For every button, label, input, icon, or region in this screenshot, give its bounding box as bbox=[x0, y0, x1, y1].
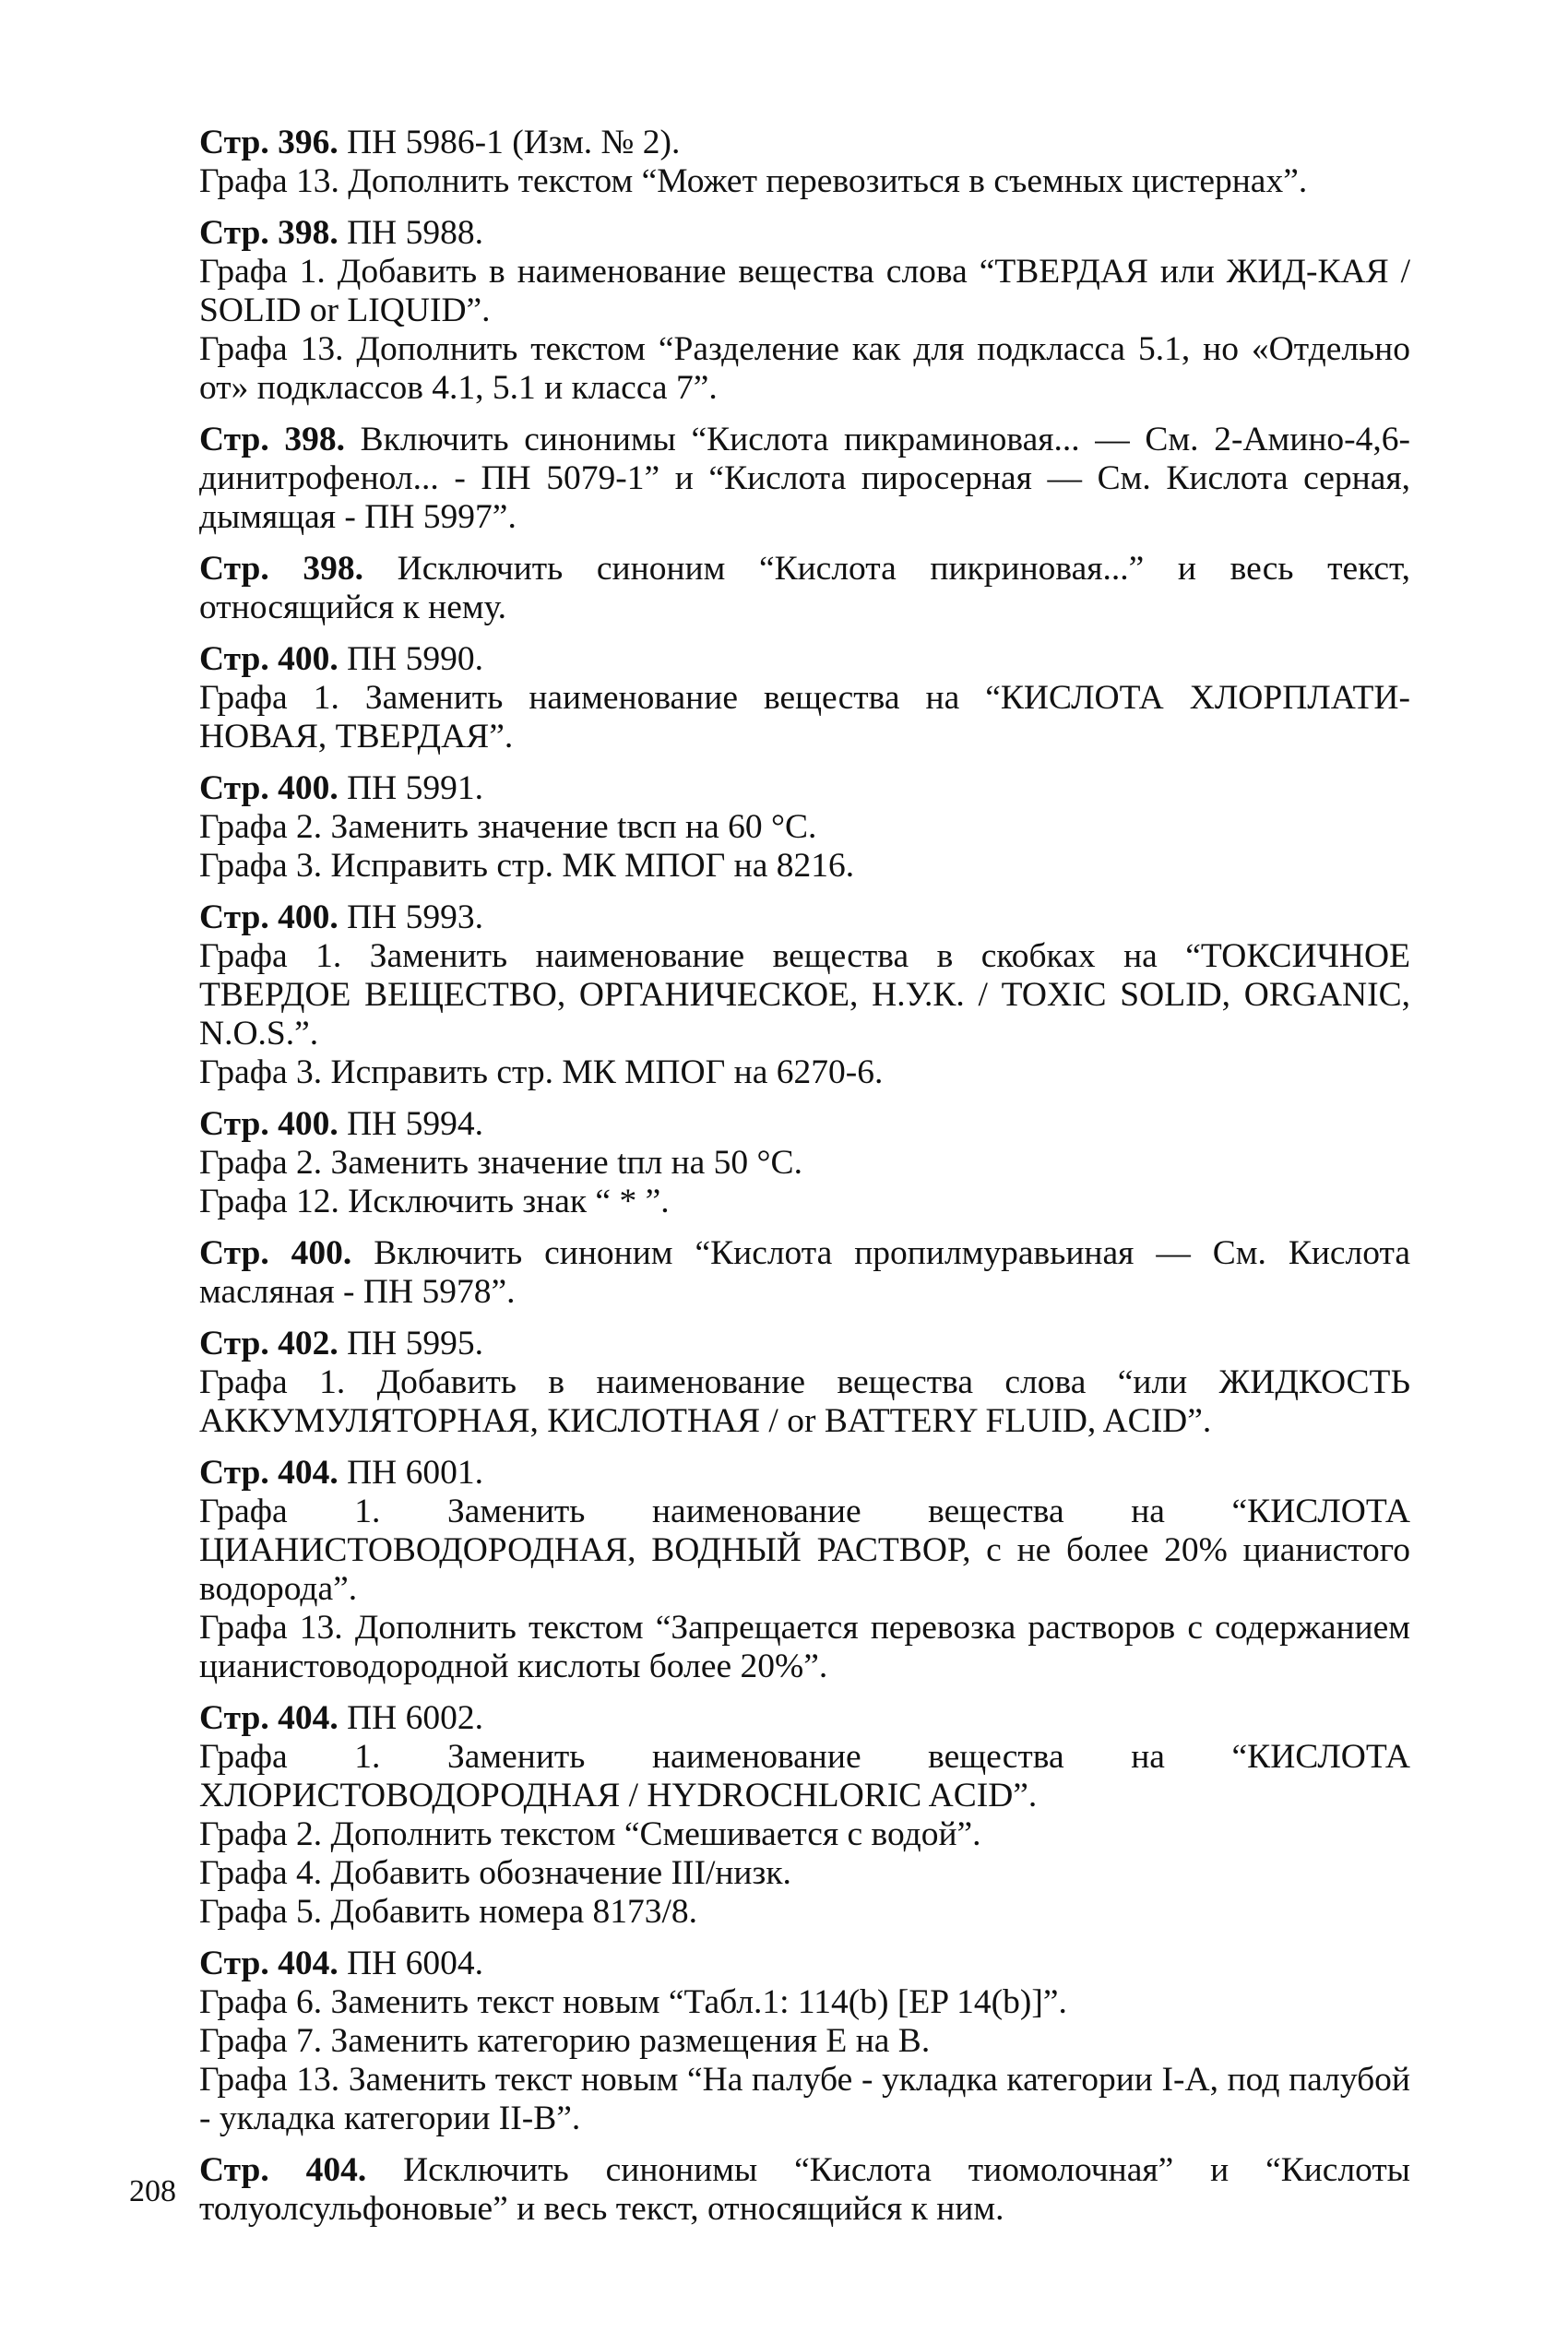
column-instruction: Графа 7. Заменить категорию размещения E на B. bbox=[199, 2022, 931, 2060]
entry-header bbox=[199, 1945, 1410, 1983]
amendment-entry bbox=[199, 1945, 1410, 2138]
amendment-entry bbox=[199, 421, 1410, 537]
column-instruction: Графа 1. Заменить наименование вещества на “КИСЛОТА ХЛОРИСТОВОДОРОДНАЯ / HYDROCHLORIC ACID”. bbox=[199, 1738, 1410, 1814]
document-body bbox=[199, 124, 1410, 2242]
entry-heading-text: ПН 5986-1 (Изм. № 2). bbox=[338, 124, 681, 161]
column-instruction: Графа 4. Добавить обозначение III/низк. bbox=[199, 1854, 791, 1892]
entry-header bbox=[199, 1699, 1410, 1738]
column-instruction: Графа 13. Дополнить текстом “Запрещается перевозка растворов с содержанием цианистоводородной кислоты более 20%”. bbox=[199, 1609, 1410, 1685]
page-reference: Стр. 398. bbox=[199, 214, 339, 252]
entry-heading-text: ПН 6004. bbox=[338, 1945, 483, 1982]
entry-heading-text: Включить синонимы “Кислота пикраминовая... — См. 2-Амино-4,6-динитрофенол... - ПН 5079-1” и “Кислота пиросерная — См. Кислота серная, дымящая - ПН 5997”. bbox=[199, 421, 1410, 536]
amendment-entry bbox=[199, 550, 1410, 627]
entry-heading-text: ПН 6001. bbox=[338, 1454, 483, 1492]
entry-header bbox=[199, 769, 1410, 808]
column-instruction: Графа 3. Исправить стр. МК МПОГ на 8216. bbox=[199, 847, 855, 885]
column-instruction: Графа 1. Заменить наименование вещества на “КИСЛОТА ХЛОРПЛАТИ-НОВАЯ, ТВЕРДАЯ”. bbox=[199, 679, 1410, 756]
column-instruction: Графа 1. Заменить наименование вещества в скобках на “ТОКСИЧНОЕ ТВЕРДОЕ ВЕЩЕСТВО, ОРГАНИЧЕСКОЕ, Н.У.К. / TOXIC SOLID, ORGANIC, N.O.S.”. bbox=[199, 937, 1410, 1053]
amendment-entry bbox=[199, 769, 1410, 886]
page-reference: Стр. 402. bbox=[199, 1325, 339, 1362]
column-instruction: Графа 12. Исключить знак “ * ”. bbox=[199, 1183, 670, 1220]
entry-header bbox=[199, 898, 1410, 937]
entry-heading-text: ПН 5995. bbox=[338, 1325, 483, 1362]
entry-header bbox=[199, 421, 1410, 537]
column-instruction: Графа 2. Заменить значение tпл на 50 °C. bbox=[199, 1144, 802, 1182]
page-reference: Стр. 400. bbox=[199, 1234, 352, 1272]
column-instruction: Графа 2. Дополнить текстом “Смешивается с водой”. bbox=[199, 1815, 981, 1853]
amendment-entry bbox=[199, 1699, 1410, 1932]
column-instruction: Графа 6. Заменить текст новым “Табл.1: 114(b) [EP 14(b)]”. bbox=[199, 1983, 1067, 2021]
entry-header bbox=[199, 214, 1410, 253]
amendment-entry bbox=[199, 124, 1410, 201]
amendment-entry bbox=[199, 1325, 1410, 1441]
amendment-entry bbox=[199, 1454, 1410, 1686]
entry-heading-text: Исключить синонимы “Кислота тиомолочная” и “Кислоты толуолсульфоновые” и весь текст, относящийся к ним. bbox=[199, 2151, 1410, 2228]
entry-heading-text: ПН 5993. bbox=[338, 898, 483, 936]
column-instruction: Графа 13. Заменить текст новым “На палубе - укладка категории I-A, под палубой - укладка категории II-B”. bbox=[199, 2061, 1410, 2137]
entry-heading-text: ПН 5994. bbox=[338, 1105, 483, 1143]
column-instruction: Графа 1. Добавить в наименование вещества слова “или ЖИДКОСТЬ АККУМУЛЯТОРНАЯ, КИСЛОТНАЯ / or BATTERY FLUID, ACID”. bbox=[199, 1363, 1410, 1440]
entry-header bbox=[199, 1105, 1410, 1144]
page-reference: Стр. 400. bbox=[199, 1105, 339, 1143]
entry-heading-text: Исключить синоним “Кислота пикриновая...” и весь текст, относящийся к нему. bbox=[199, 550, 1410, 626]
page-number: 208 bbox=[129, 2174, 176, 2208]
entry-heading-text: ПН 5988. bbox=[338, 214, 483, 252]
entry-header bbox=[199, 1325, 1410, 1363]
entry-header bbox=[199, 124, 1410, 162]
entry-heading-text: Включить синоним “Кислота пропилмуравьиная — См. Кислота масляная - ПН 5978”. bbox=[199, 1234, 1411, 1311]
page-reference: Стр. 400. bbox=[199, 640, 339, 678]
amendment-entry bbox=[199, 214, 1410, 408]
column-instruction: Графа 3. Исправить стр. МК МПОГ на 6270-6. bbox=[199, 1053, 884, 1091]
page-reference: Стр. 400. bbox=[199, 769, 339, 807]
amendment-entry bbox=[199, 640, 1410, 756]
column-instruction: Графа 2. Заменить значение tвсп на 60 °C. bbox=[199, 808, 817, 846]
column-instruction: Графа 1. Добавить в наименование вещества слова “ТВЕРДАЯ или ЖИД-КАЯ / SOLID or LIQUID”. bbox=[199, 253, 1410, 329]
entry-heading-text: ПН 5990. bbox=[338, 640, 483, 678]
page-reference: Стр. 404. bbox=[199, 1699, 339, 1737]
page-reference: Стр. 398. bbox=[199, 550, 363, 588]
entry-header bbox=[199, 2151, 1410, 2229]
page-reference: Стр. 396. bbox=[199, 124, 339, 161]
amendment-entry bbox=[199, 1105, 1410, 1221]
amendment-entry bbox=[199, 1234, 1410, 1312]
column-instruction: Графа 13. Дополнить текстом “Может перевозиться в съемных цистернах”. bbox=[199, 162, 1308, 200]
entry-header bbox=[199, 1454, 1410, 1493]
entry-header bbox=[199, 550, 1410, 627]
page-reference: Стр. 404. bbox=[199, 1454, 339, 1492]
page-reference: Стр. 400. bbox=[199, 898, 339, 936]
page-reference: Стр. 404. bbox=[199, 1945, 339, 1982]
entry-header bbox=[199, 1234, 1410, 1312]
amendment-entry bbox=[199, 2151, 1410, 2229]
entry-heading-text: ПН 6002. bbox=[338, 1699, 483, 1737]
entry-heading-text: ПН 5991. bbox=[338, 769, 483, 807]
page-reference: Стр. 398. bbox=[199, 421, 345, 458]
column-instruction: Графа 5. Добавить номера 8173/8. bbox=[199, 1893, 698, 1931]
page-reference: Стр. 404. bbox=[199, 2151, 367, 2189]
column-instruction: Графа 13. Дополнить текстом “Разделение как для подкласса 5.1, но «Отдельно от» подклассов 4.1, 5.1 и класса 7”. bbox=[199, 330, 1410, 407]
entry-header bbox=[199, 640, 1410, 679]
amendment-entry bbox=[199, 898, 1410, 1092]
column-instruction: Графа 1. Заменить наименование вещества на “КИСЛОТА ЦИАНИСТОВОДОРОДНАЯ, ВОДНЫЙ РАСТВОР, с не более 20% цианистого водорода”. bbox=[199, 1493, 1410, 1608]
